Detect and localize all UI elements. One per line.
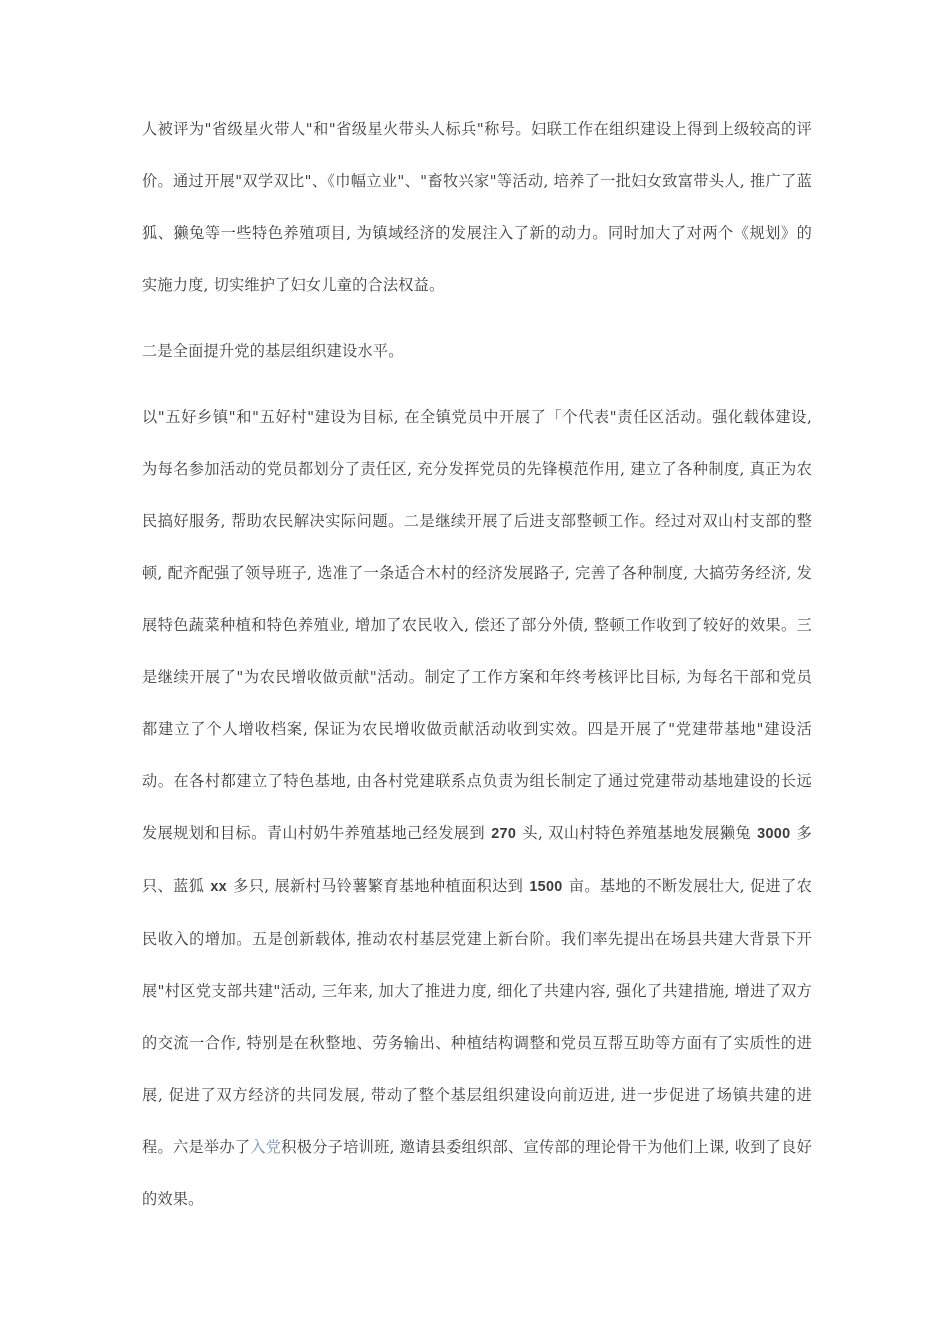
join-party-link[interactable]: 入党 <box>250 1138 282 1156</box>
document-body <box>142 103 812 1225</box>
inline-number: 1500 <box>529 879 563 895</box>
paragraph: 以"五好乡镇"和"五好村"建设为目标, 在全镇党员中开展了「个代表"责任区活动。强化载体建设, 为每名参加活动的党员都划分了责任区, 充分发挥党员的先锋模范作用, 建立了各种制度, 真正为农民搞好服务, 帮助农民解决实际问题。二是继续开展了后进支部整顿工作。经过对双山村支部的整顿, 配齐配强了领导班子, 选准了一条适合木村的经济发展路子, 完善了各种制度, 大搞劳务经济, 发展特色蔬菜种植和特色养殖业, 增加了农民收入, 偿还了部分外债, 整顿工作收到了较好的效果。三是继续开展了"为农民增收做贡献"活动。制定了工作方案和年终考核评比目标, 为每名干部和党员都建立了个人增收档案, 保证为农民增收做贡献活动收到实效。四是开展了"党建带基地"建设活动。在各村都建立了特色基地, 由各村党建联系点负责为组长制定了通过党建带动基地建设的长远发展规划和目标。青山村奶牛养殖基地己经发展到 270 头, 双山村特色养殖基地发展獭兔 3000 多只、蓝狐 xx 多只, 展新村马铃薯繁育基地种植面积达到 1500 亩。基地的不断发展壮大, 促进了农民收入的增加。五是创新载体, 推动农村基层党建上新台阶。我们率先提出在场县共建大背景下开展"村区党支部共建"活动, 三年来, 加大了推进力度, 细化了共建内容, 强化了共建措施, 增进了双方的交流一合作, 特别是在秋整地、劳务输出、种植结构调整和党员互帮互助等方面有了实质性的进展, 促进了双方经济的共同发展, 带动了整个基层组织建设向前迈进, 进一步促进了场镇共建的进程。六是举办了入党积极分子培训班, 邀请县委组织部、宣传部的理论骨干为他们上课, 收到了良好的效果。 <box>142 408 813 1208</box>
inline-number: 270 <box>491 826 517 842</box>
paragraph-heading: 二是全面提升党的基层组织建设水平。 <box>142 342 404 360</box>
paragraph: 人被评为"省级星火带人"和"省级星火带头人标兵"称号。妇联工作在组织建设上得到上级较高的评价。通过开展"双学双比"、《巾幅立业"、"畜牧兴家"等活动, 培养了一批妇女致富带头人, 推广了蓝狐、獭兔等一些特色养殖项目, 为镇域经济的发展注入了新的动力。同时加大了对两个《规划》的实施力度, 切实维护了妇女儿童的合法权益。 <box>142 120 812 294</box>
inline-number: xx <box>210 879 227 895</box>
inline-number: 3000 <box>757 826 791 842</box>
